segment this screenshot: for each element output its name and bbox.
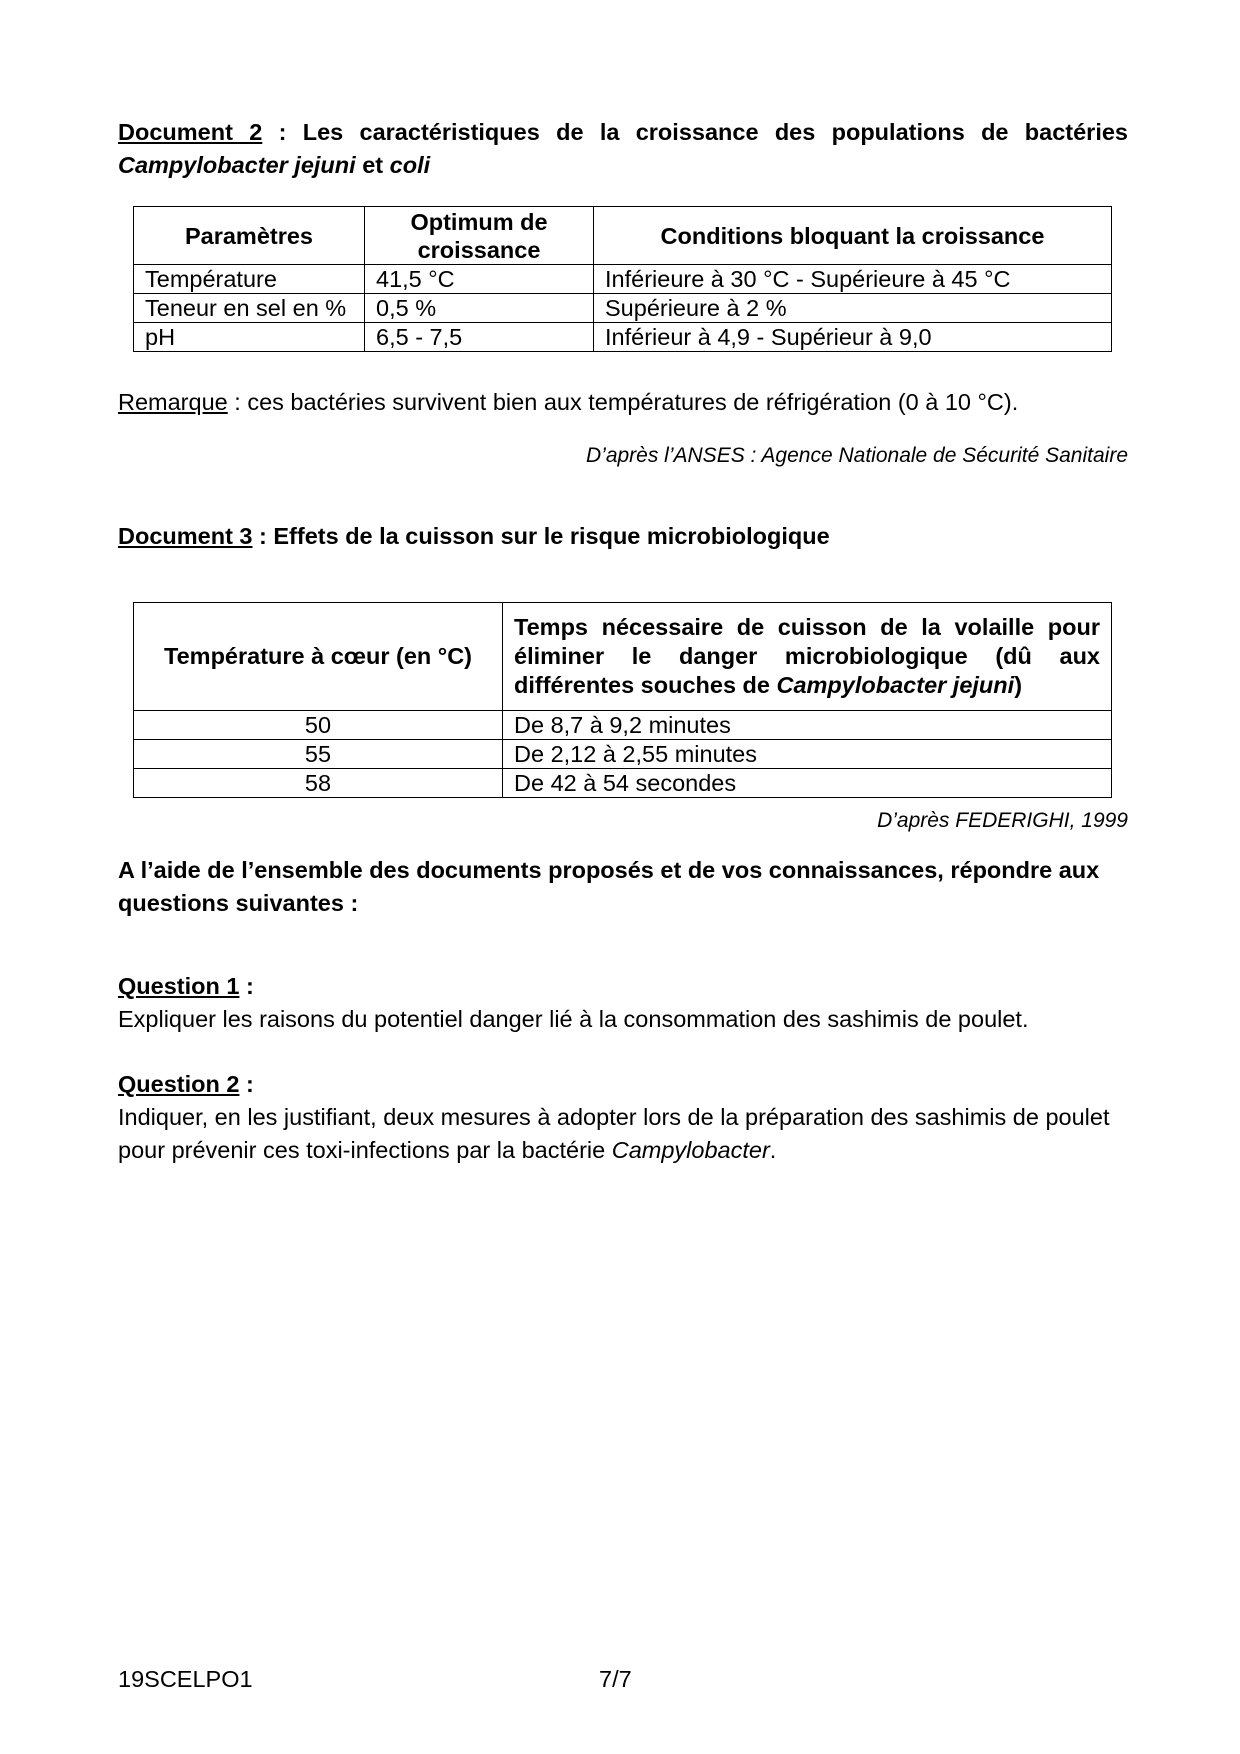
doc2-table-header-row [134, 207, 1112, 265]
doc3-title [118, 520, 1128, 553]
doc2-cell-conditions: Inférieure à 30 °C - Supérieure à 45 °C [594, 265, 1112, 294]
table-row [134, 769, 1112, 798]
remark-label: Remarque [118, 389, 228, 415]
doc3-cell-time: De 42 à 54 secondes [503, 769, 1112, 798]
doc2-title-main: Les caractéristiques de la croissance des populations de bactéries [302, 119, 1129, 145]
doc2-header-parametres: Paramètres [134, 207, 365, 265]
doc2-cell-param: pH [134, 323, 365, 352]
instructions: A l’aide de l’ensemble des documents proposés et de vos connaissances, répondre aux questions suivantes : [118, 857, 1100, 916]
question-2-text-end: . [769, 1137, 777, 1163]
doc3-header-species: Campylobacter jejuni [776, 672, 1015, 698]
doc3-cell-temperature: 58 [134, 769, 503, 798]
doc2-header-conditions: Conditions bloquant la croissance [594, 207, 1112, 265]
doc2-title-species: Campylobacter jejuni [118, 152, 356, 178]
doc2-cell-optimum: 6,5 - 7,5 [365, 323, 594, 352]
doc3-cell-time: De 2,12 à 2,55 minutes [503, 740, 1112, 769]
doc3-label: Document 3 [118, 523, 253, 549]
question-2-species: Campylobacter [611, 1137, 770, 1163]
question-2 [118, 1068, 1128, 1167]
question-1-heading [118, 970, 1128, 1003]
doc3-table [133, 602, 1112, 798]
table-row [134, 294, 1112, 323]
doc2-title [118, 116, 1128, 182]
question-1 [118, 970, 1128, 1036]
doc2-label: Document 2 [118, 119, 263, 145]
footer-page-number: 7/7 [599, 1666, 632, 1692]
doc3-source: D’après FEDERIGHI, 1999 [877, 809, 1128, 832]
doc2-sep: : [262, 119, 303, 145]
doc2-cell-optimum: 41,5 °C [365, 265, 594, 294]
table-row [134, 740, 1112, 769]
doc3-table-header-row [134, 603, 1112, 711]
doc3-title-text: : Effets de la cuisson sur le risque microbiologique [252, 523, 830, 549]
doc2-cell-conditions: Inférieur à 4,9 - Supérieur à 9,0 [594, 323, 1112, 352]
question-2-heading [118, 1068, 1128, 1101]
doc3-header-time [503, 603, 1112, 711]
doc2-title-coli: coli [389, 152, 431, 178]
doc2-remark [118, 386, 1128, 419]
doc2-cell-conditions: Supérieure à 2 % [594, 294, 1112, 323]
table-row [134, 265, 1112, 294]
remark-text: : ces bactéries survivent bien aux températures de réfrigération (0 à 10 °C). [227, 389, 1019, 415]
table-row [134, 711, 1112, 740]
doc2-header-optimum: Optimum de croissance [365, 207, 594, 265]
doc2-cell-param: Teneur en sel en % [134, 294, 365, 323]
doc3-header-temperature: Température à cœur (en °C) [134, 603, 503, 711]
doc3-cell-temperature: 55 [134, 740, 503, 769]
doc2-cell-optimum: 0,5 % [365, 294, 594, 323]
question-1-label: Question 1 [118, 973, 240, 999]
question-2-label: Question 2 [118, 1071, 240, 1097]
question-1-text: Expliquer les raisons du potentiel danger lié à la consommation des sashimis de poulet. [118, 1006, 1029, 1032]
doc2-table [133, 206, 1112, 352]
question-2-text-main: Indiquer, en les justifiant, deux mesures à adopter lors de la préparation des sashimis de poulet pour prévenir ces toxi-infections par la bactérie [118, 1104, 1110, 1163]
question-2-colon: : [239, 1071, 254, 1097]
doc3-cell-temperature: 50 [134, 711, 503, 740]
doc2-title-and: et [355, 152, 390, 178]
doc3-header-time-main: Temps nécessaire de cuisson de la volaille pour éliminer le danger microbiologique (dû aux différentes souches de [514, 614, 1100, 698]
doc2-source: D’après l’ANSES : Agence Nationale de Sécurité Sanitaire [585, 444, 1128, 467]
doc2-cell-param: Température [134, 265, 365, 294]
footer-code: 19SCELPO1 [118, 1666, 253, 1692]
table-row [134, 323, 1112, 352]
doc3-cell-time: De 8,7 à 9,2 minutes [503, 711, 1112, 740]
question-1-colon: : [239, 973, 254, 999]
question-2-text [118, 1101, 1128, 1167]
doc3-header-time-end: ) [1014, 672, 1023, 698]
